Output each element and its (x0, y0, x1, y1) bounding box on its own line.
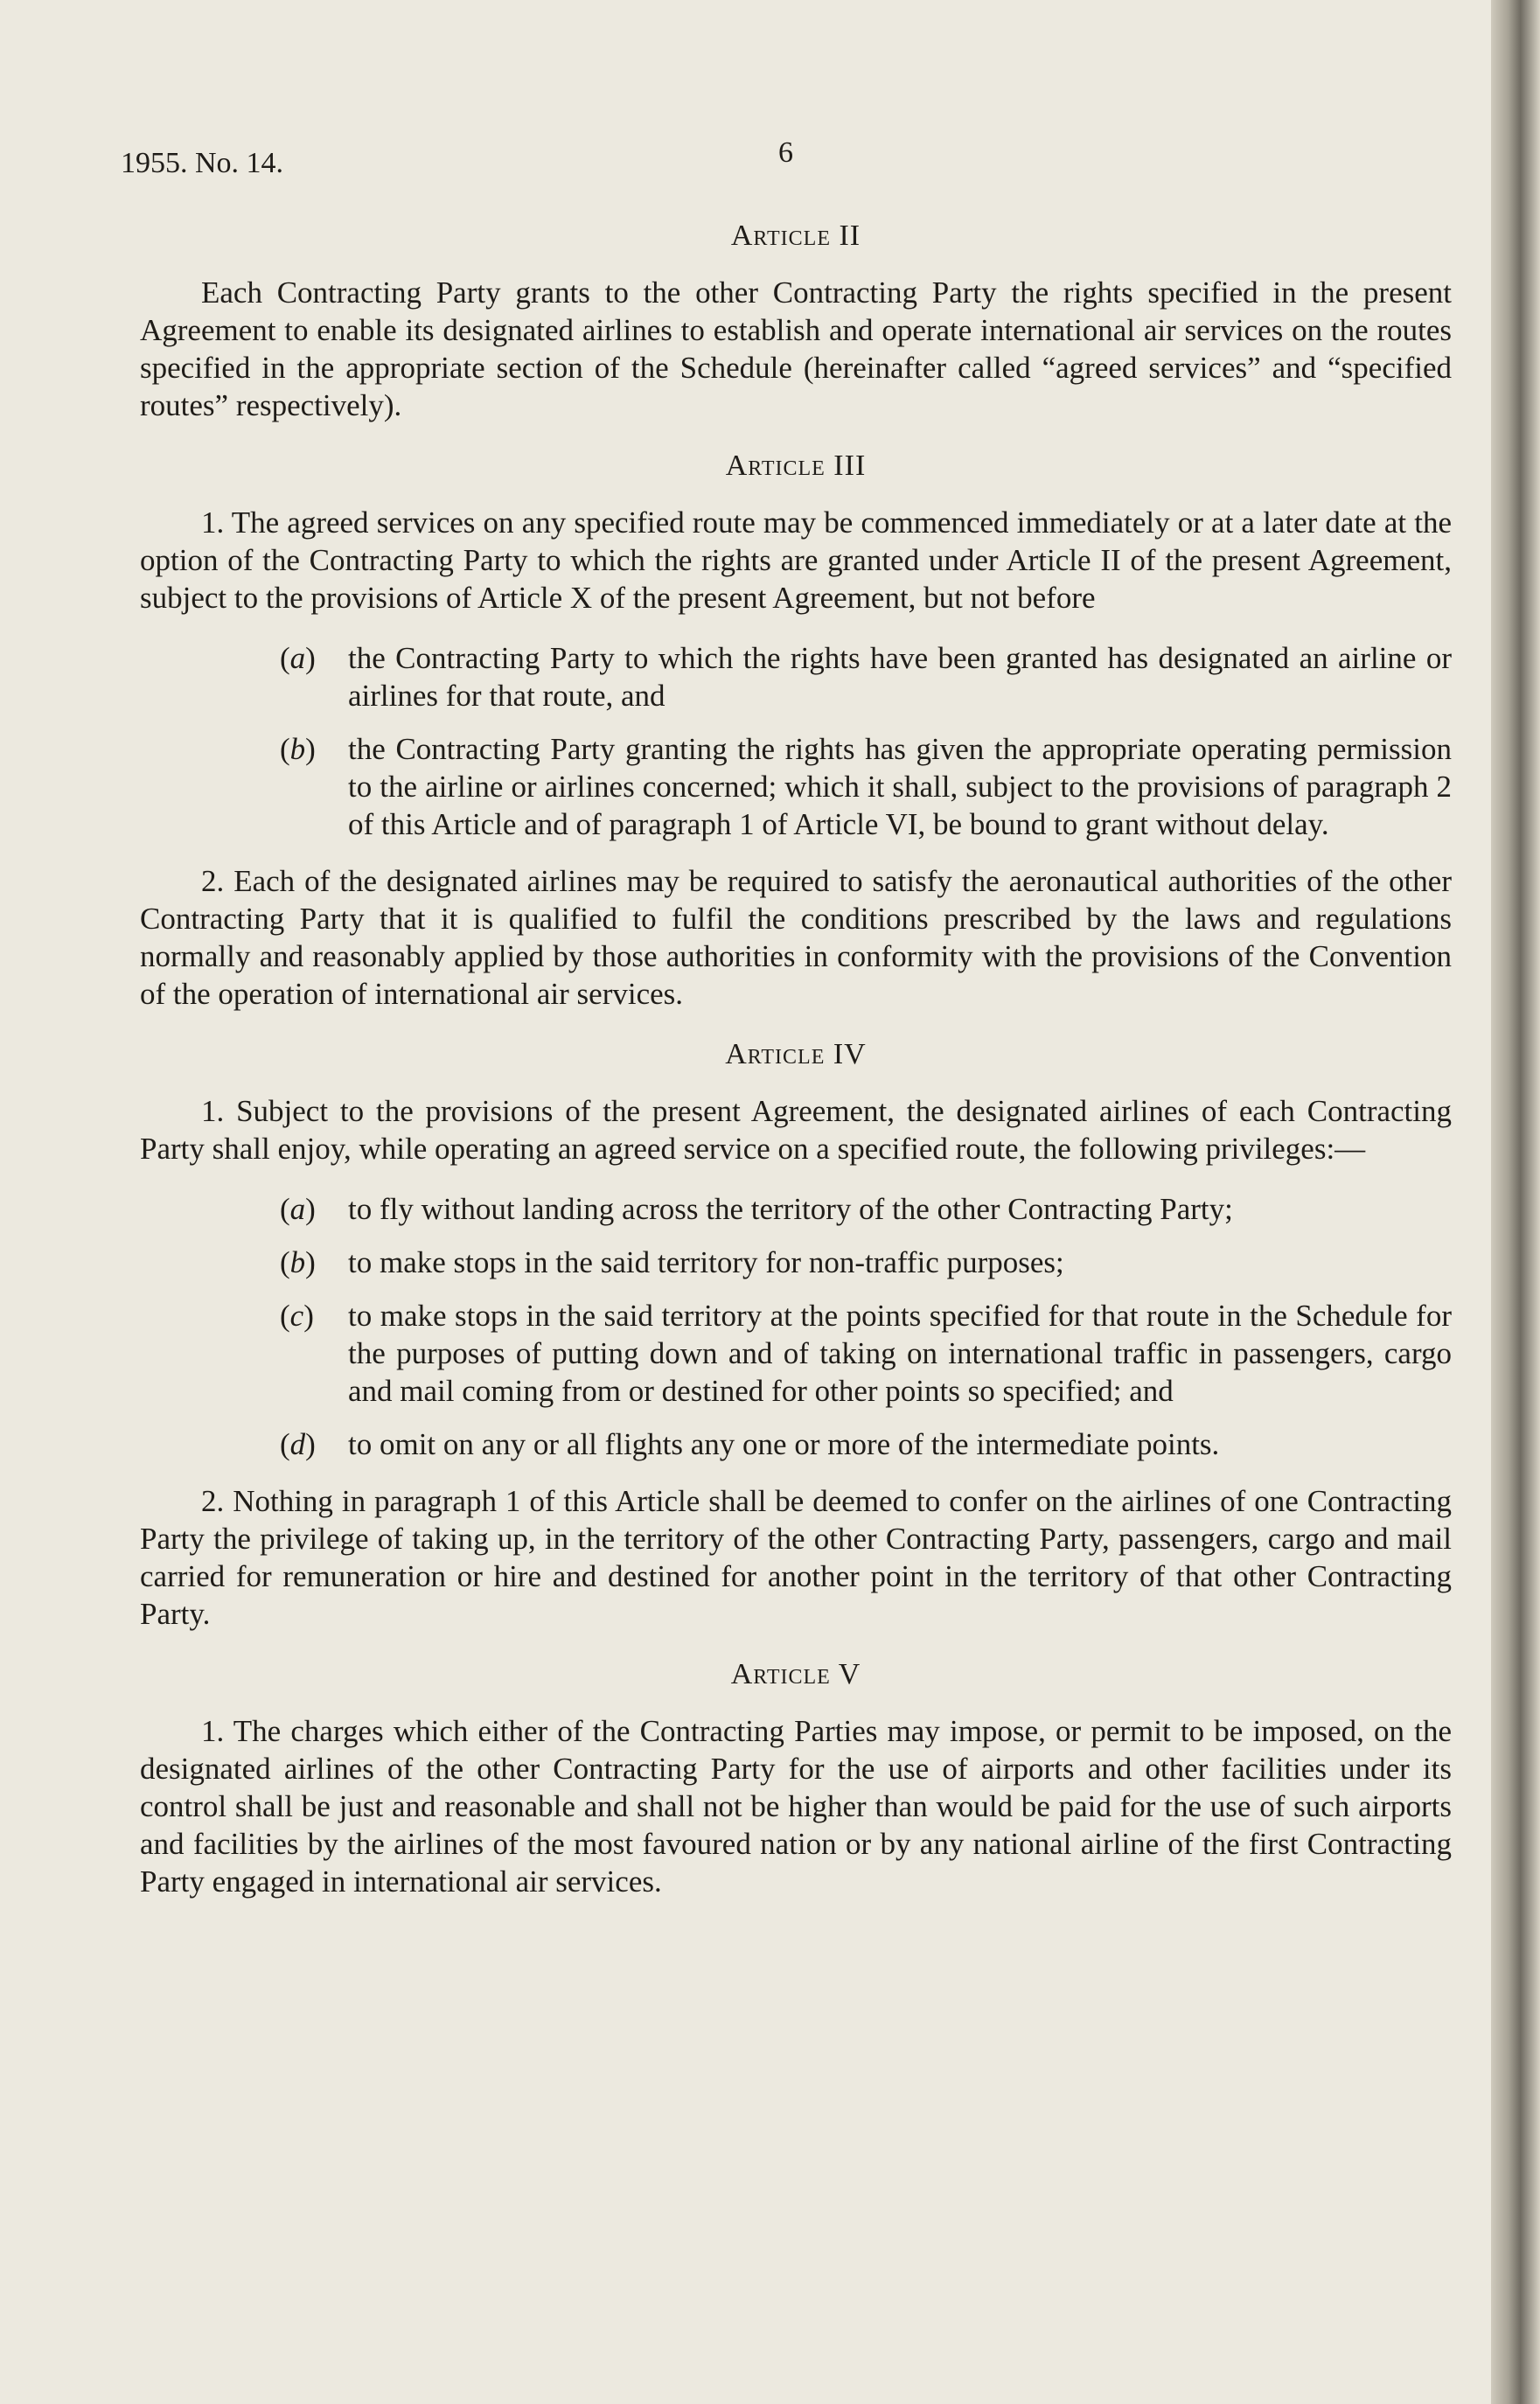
article-heading: Article III (725, 449, 867, 482)
item-label: (a) (280, 1192, 316, 1226)
item-text: to make stops in the said territory at the points specified for that route in the Schedule for the purposes of putting down and of taking on international traffic in passengers, cargo and mail coming from or destined for other points so specified; and (348, 1299, 1452, 1408)
item-text: the Contracting Party to which the rights have been granted has designated an airline or airlines for that route, and (348, 641, 1452, 713)
list-item (201, 1190, 1452, 1228)
article-iii (140, 447, 1452, 1013)
item-label: (a) (280, 641, 316, 675)
item-label: (c) (280, 1299, 314, 1333)
paragraph: 2. Nothing in paragraph 1 of this Article shall be deemed to confer on the airlines of one Contracting Party the privilege of taking up, in the territory of the other Contracting Party, passengers, cargo and mail carried for remuneration or hire and destined for another point in the territory of that other Contracting Party. (140, 1484, 1452, 1631)
page-header (121, 136, 1351, 191)
paragraph: 1. The charges which either of the Contracting Parties may impose, or permit to be imposed, on the designated airlines of the other Contracting Party for the use of airports and other facilities under its control shall be just and reasonable and shall not be higher than would be paid for the use of such airports and facilities by the airlines of the most favoured nation or by any national airline of the first Contracting Party engaged in international air services. (140, 1714, 1452, 1899)
item-label: (d) (280, 1427, 316, 1461)
article-ii (140, 217, 1452, 424)
document-body (140, 208, 1452, 1923)
list-item (201, 639, 1452, 714)
list-item (201, 1425, 1452, 1463)
item-text: the Contracting Party granting the rights has given the appropriate operating permission to the airline or airlines concerned; which it shall, subject to the provisions of paragraph 2 of this Article and of paragraph 1 of Article VI, be bound to grant without delay. (348, 732, 1452, 841)
article-iv (140, 1035, 1452, 1633)
item-text: to fly without landing across the territory of the other Contracting Party; (348, 1192, 1233, 1226)
item-label: (b) (280, 1245, 316, 1279)
article-heading: Article II (730, 219, 861, 252)
page-edge (1491, 0, 1540, 2404)
list-item (201, 1297, 1452, 1410)
article-heading: Article IV (725, 1038, 867, 1070)
item-text: to make stops in the said territory for non-traffic purposes; (348, 1245, 1064, 1279)
article-heading: Article V (730, 1658, 861, 1690)
list-item (201, 730, 1452, 843)
paragraph: 1. The agreed services on any specified route may be commenced immediately or at a later date at the option of the Contracting Party to which the rights are granted under Article II of the present Agreement, subject to the provisions of Article X of the present Agreement, but not before (140, 505, 1452, 615)
article-v (140, 1655, 1452, 1900)
paragraph: 1. Subject to the provisions of the present Agreement, the designated airlines of each Contracting Party shall enjoy, while operating an agreed service on a specified route, the following privileges:— (140, 1094, 1452, 1166)
paragraph: 2. Each of the designated airlines may be required to satisfy the aeronautical authorities of the other Contracting Party that it is qualified to fulfil the conditions prescribed by the laws and regulations normally and reasonably applied by those authorities in conformity with the provisions of the Convention of the operation of international air services. (140, 864, 1452, 1011)
page-number: 6 (778, 136, 793, 169)
gazette-reference: 1955. No. 14. (121, 147, 284, 179)
item-label: (b) (280, 732, 316, 766)
item-text: to omit on any or all flights any one or more of the intermediate points. (348, 1427, 1220, 1461)
paragraph: Each Contracting Party grants to the other Contracting Party the rights specified in the present Agreement to enable its designated airlines to establish and operate international air services on the routes specified in the appropriate section of the Schedule (hereinafter called “agreed services” and “specified routes” respectively). (140, 275, 1452, 422)
list-item (201, 1244, 1452, 1281)
